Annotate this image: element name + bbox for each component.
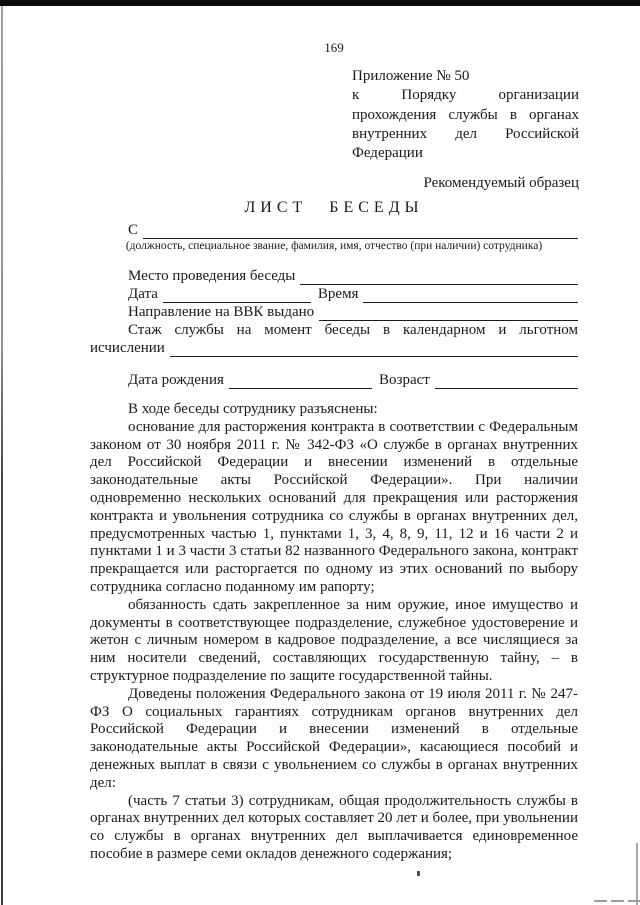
- form-row-referral: [90, 303, 578, 321]
- form-row-service-length: [90, 339, 578, 357]
- form-row-with: [90, 221, 578, 239]
- date-blank-line: [163, 285, 311, 303]
- place-blank-line: [300, 267, 578, 285]
- form-row-place: [90, 267, 578, 285]
- with-label: С: [128, 222, 139, 238]
- document-title: ЛИСТ БЕСЕДЫ: [244, 199, 424, 216]
- service-length-label-line1: Стаж службы на момент беседы в календарном и льготном: [128, 322, 578, 338]
- appendix-reference-block: [352, 67, 579, 163]
- birth-date-label: Дата рождения: [128, 372, 224, 388]
- interview-form: [90, 221, 578, 389]
- place-label: Место проведения беседы: [128, 268, 296, 284]
- body-paragraph: Доведены положения Федерального закона от 19 июля 2011 г. № 247-ФЗ О социальных гарантиях сотрудникам органов внутренних дел Российской Федерации и внесении изменений в отдельные законодательные акты Российской Федерации», касающиеся пособий и денежных выплат в связи с увольнением со службы в органах внутренних дел:: [90, 685, 578, 791]
- with-caption: (должность, специальное звание, фамилия, имя, отчество (при наличии) сотрудника): [125, 240, 543, 252]
- appendix-line: внутренних дел Российской: [352, 125, 579, 142]
- document-body: [90, 401, 578, 864]
- time-label: Время: [317, 286, 359, 302]
- form-row-date-time: [90, 285, 578, 303]
- body-paragraph: основание для расторжения контракта в соответствии с Федеральным законом от 30 ноября 2011 г. № 342-ФЗ «О службе в органах внутренних дел Российской Федерации и внесении изменений в отдельные законодательные акты Российской Федерации». При наличии одновременно нескольких оснований для прекращения или расторжения контракта и увольнения сотрудника со службы в органах внутренних дел, предусмотренных частью 1, пунктами 1, 3, 4, 8, 9, 11, 12 и 16 части 2 и пунктами 1 и 3 части 3 статьи 82 названного Федерального закона, контракт прекращается или расторгается по одному из этих оснований по выбору сотрудника согласно поданному им рапорту;: [90, 418, 578, 595]
- recommended-sample-label: Рекомендуемый образец: [423, 175, 579, 191]
- scan-artifact-speck: [417, 871, 420, 876]
- scan-artifact-right-edge: [636, 843, 638, 905]
- appendix-line: к Порядку организации: [352, 87, 579, 104]
- with-blank-line: [143, 221, 578, 239]
- birth-date-blank-line: [229, 371, 372, 389]
- appendix-line: Приложение № 50: [352, 68, 470, 84]
- scan-artifact-bottom-edge: [594, 900, 640, 902]
- body-paragraph: обязанность сдать закрепленное за ним оружие, иное имущество и документы в соответствующее подразделение, служебное удостоверение и жетон с личным номером в кадровое подразделение, а все числящиеся за ним носители сведений, составляющих государственную тайну, – в структурное подразделение по защите государственной тайны.: [90, 596, 578, 684]
- age-label: Возраст: [379, 372, 430, 388]
- body-paragraph: (часть 7 статьи 3) сотрудникам, общая продолжительность службы в органах внутренних дел которых составляет 20 лет и более, при увольнении со службы в органах внутренних дел выплачивается единовременное пособие в размере семи окладов денежного содержания;: [90, 792, 578, 862]
- body-intro: В ходе беседы сотруднику разъяснены:: [128, 401, 378, 417]
- appendix-line: прохождения службы в органах: [352, 106, 579, 123]
- time-blank-line: [363, 285, 578, 303]
- page-number: 169: [324, 40, 344, 55]
- form-row-birth-age: [90, 371, 578, 389]
- referral-blank-line: [319, 303, 578, 321]
- service-length-label-line2: исчислении: [90, 340, 165, 356]
- age-blank-line: [435, 371, 578, 389]
- scan-artifact-left-edge: [1, 6, 3, 905]
- scan-artifact-top-bar: [0, 0, 640, 6]
- date-label: Дата: [128, 286, 158, 302]
- appendix-line: Федерации: [352, 145, 423, 162]
- referral-label: Направление на ВВК выдано: [128, 304, 315, 320]
- service-length-blank-line: [170, 339, 578, 357]
